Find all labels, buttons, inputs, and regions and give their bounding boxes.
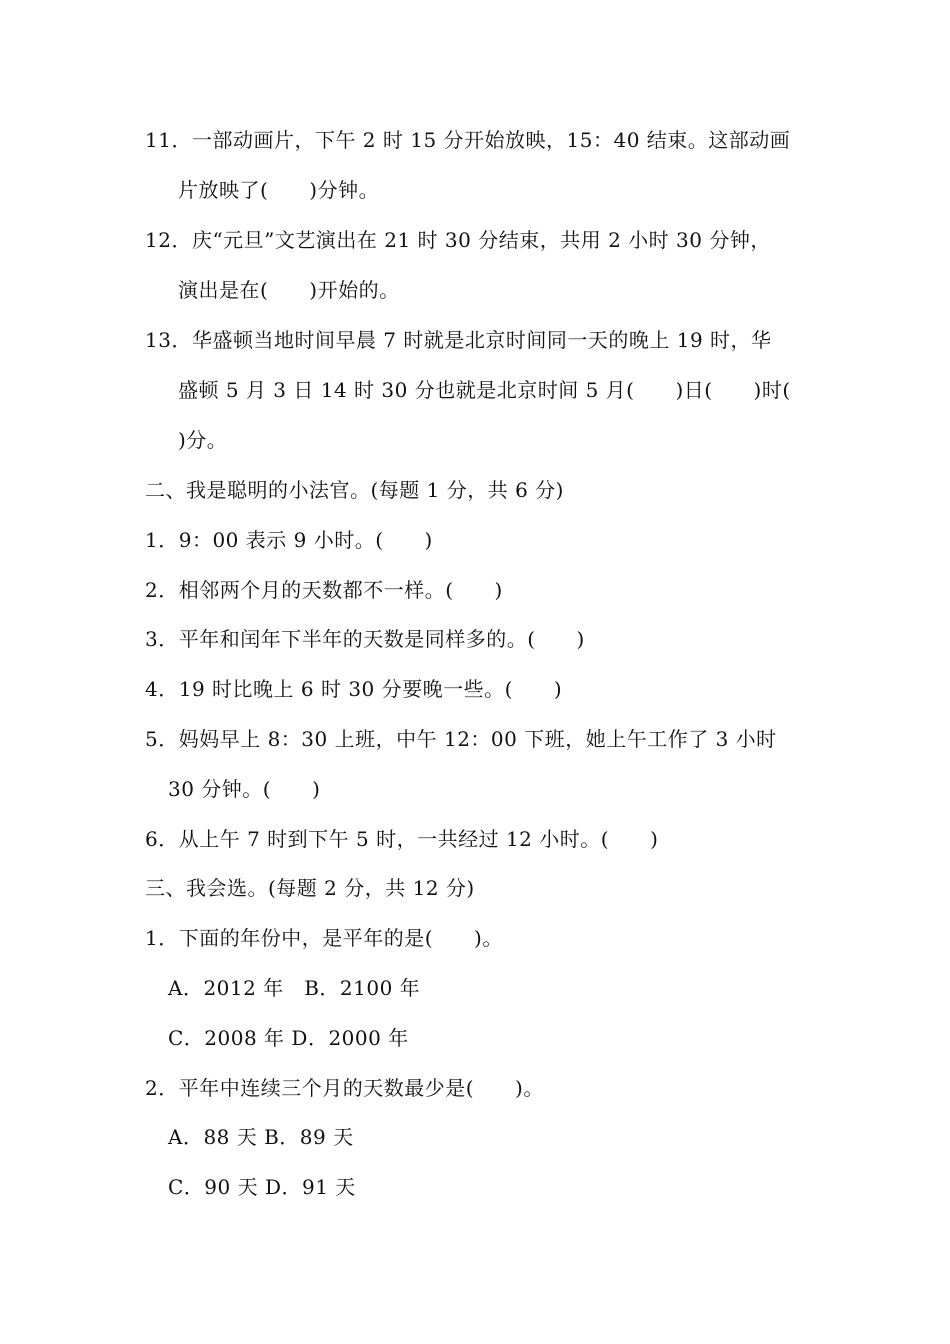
mc-question-1-options-ab: A．2012 年 B．2100 年 (168, 976, 421, 1000)
mc-question-2-options-ab: A．88 天 B．89 天 (168, 1125, 354, 1149)
mc-question-2: 2．平年中连续三个月的天数最少是( )。 (145, 1076, 544, 1100)
q13-line1: 13．华盛顿当地时间早晨 7 时就是北京时间同一天的晚上 19 时，华 (145, 328, 772, 352)
mc-question-2-options-cd: C．90 天 D．91 天 (168, 1175, 356, 1199)
q12-line2: 演出是在( )开始的。 (178, 278, 400, 302)
mc-question-1: 1．下面的年份中，是平年的是( )。 (145, 926, 503, 950)
tf-question-6: 6．从上午 7 时到下午 5 时，一共经过 12 小时。( ) (145, 827, 659, 851)
tf-question-5-line2: 30 分钟。( ) (168, 777, 321, 801)
q13-line2: 盛顿 5 月 3 日 14 时 30 分也就是北京时间 5 月( )日( )时( (178, 378, 791, 402)
q13-line3: )分。 (178, 428, 228, 452)
q12-line1: 12．庆“元旦”文艺演出在 21 时 30 分结束，共用 2 小时 30 分钟， (145, 228, 771, 252)
tf-question-5-line1: 5．妈妈早上 8：30 上班，中午 12：00 下班，她上午工作了 3 小时 (145, 727, 777, 751)
q11-line1: 11．一部动画片，下午 2 时 15 分开始放映，15：40 结束。这部动画 (145, 128, 791, 152)
tf-question-3: 3．平年和闰年下半年的天数是同样多的。( ) (145, 627, 585, 651)
q11-line2: 片放映了( )分钟。 (178, 178, 380, 202)
section-2-heading: 二、我是聪明的小法官。(每题 1 分，共 6 分) (145, 478, 564, 502)
section-3-heading: 三、我会选。(每题 2 分，共 12 分) (145, 876, 475, 900)
tf-question-2: 2．相邻两个月的天数都不一样。( ) (145, 578, 503, 602)
mc-question-1-options-cd: C．2008 年 D．2000 年 (168, 1026, 409, 1050)
tf-question-1: 1．9：00 表示 9 小时。( ) (145, 528, 433, 552)
tf-question-4: 4．19 时比晚上 6 时 30 分要晚一些。( ) (145, 677, 563, 701)
